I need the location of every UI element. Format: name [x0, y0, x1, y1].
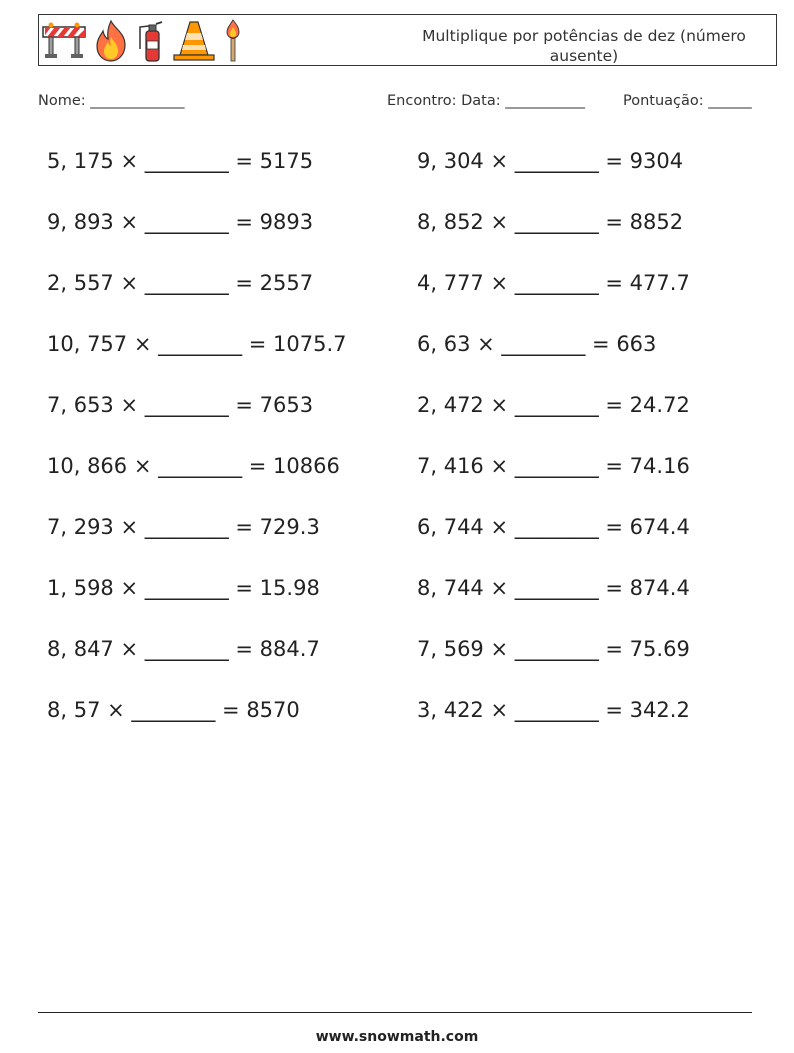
- problem-right-2: 8, 852 × ________ = 8852: [417, 210, 684, 234]
- problem-right-7: 6, 744 × ________ = 674.4: [417, 515, 690, 539]
- fire-icon: [91, 19, 131, 63]
- problem-left-4: 10, 757 × ________ = 1075.7: [47, 332, 347, 356]
- date-field-label: Encontro: Data: ___________: [387, 93, 585, 109]
- problem-left-6: 10, 866 × ________ = 10866: [47, 454, 340, 478]
- problem-right-1: 9, 304 × ________ = 9304: [417, 149, 684, 173]
- header-icons: [41, 18, 245, 64]
- fire-extinguisher-icon: [135, 19, 167, 63]
- problem-left-1: 5, 175 × ________ = 5175: [47, 149, 314, 173]
- problem-left-3: 2, 557 × ________ = 2557: [47, 271, 314, 295]
- problem-left-5: 7, 653 × ________ = 7653: [47, 393, 314, 417]
- road-barrier-icon: [41, 21, 87, 61]
- score-field-label: Pontuação: ______: [623, 93, 752, 109]
- problem-right-10: 3, 422 × ________ = 342.2: [417, 698, 690, 722]
- problem-right-8: 8, 744 × ________ = 874.4: [417, 576, 690, 600]
- problem-right-4: 6, 63 × ________ = 663: [417, 332, 657, 356]
- problem-left-9: 8, 847 × ________ = 884.7: [47, 637, 320, 661]
- footer-divider: [38, 1012, 752, 1013]
- problem-right-6: 7, 416 × ________ = 74.16: [417, 454, 690, 478]
- footer-url: www.snowmath.com: [315, 1029, 479, 1045]
- traffic-cone-icon: [171, 19, 217, 63]
- problem-left-8: 1, 598 × ________ = 15.98: [47, 576, 320, 600]
- problem-left-10: 8, 57 × ________ = 8570: [47, 698, 300, 722]
- problem-left-2: 9, 893 × ________ = 9893: [47, 210, 314, 234]
- worksheet-header: [38, 14, 777, 66]
- worksheet-title: Multiplique por potências de dez (número ausente): [422, 27, 746, 65]
- name-field-label: Nome: _____________: [38, 93, 185, 109]
- match-icon: [221, 19, 245, 63]
- problem-right-9: 7, 569 × ________ = 75.69: [417, 637, 690, 661]
- problem-left-7: 7, 293 × ________ = 729.3: [47, 515, 320, 539]
- problem-right-3: 4, 777 × ________ = 477.7: [417, 271, 690, 295]
- problem-right-5: 2, 472 × ________ = 24.72: [417, 393, 690, 417]
